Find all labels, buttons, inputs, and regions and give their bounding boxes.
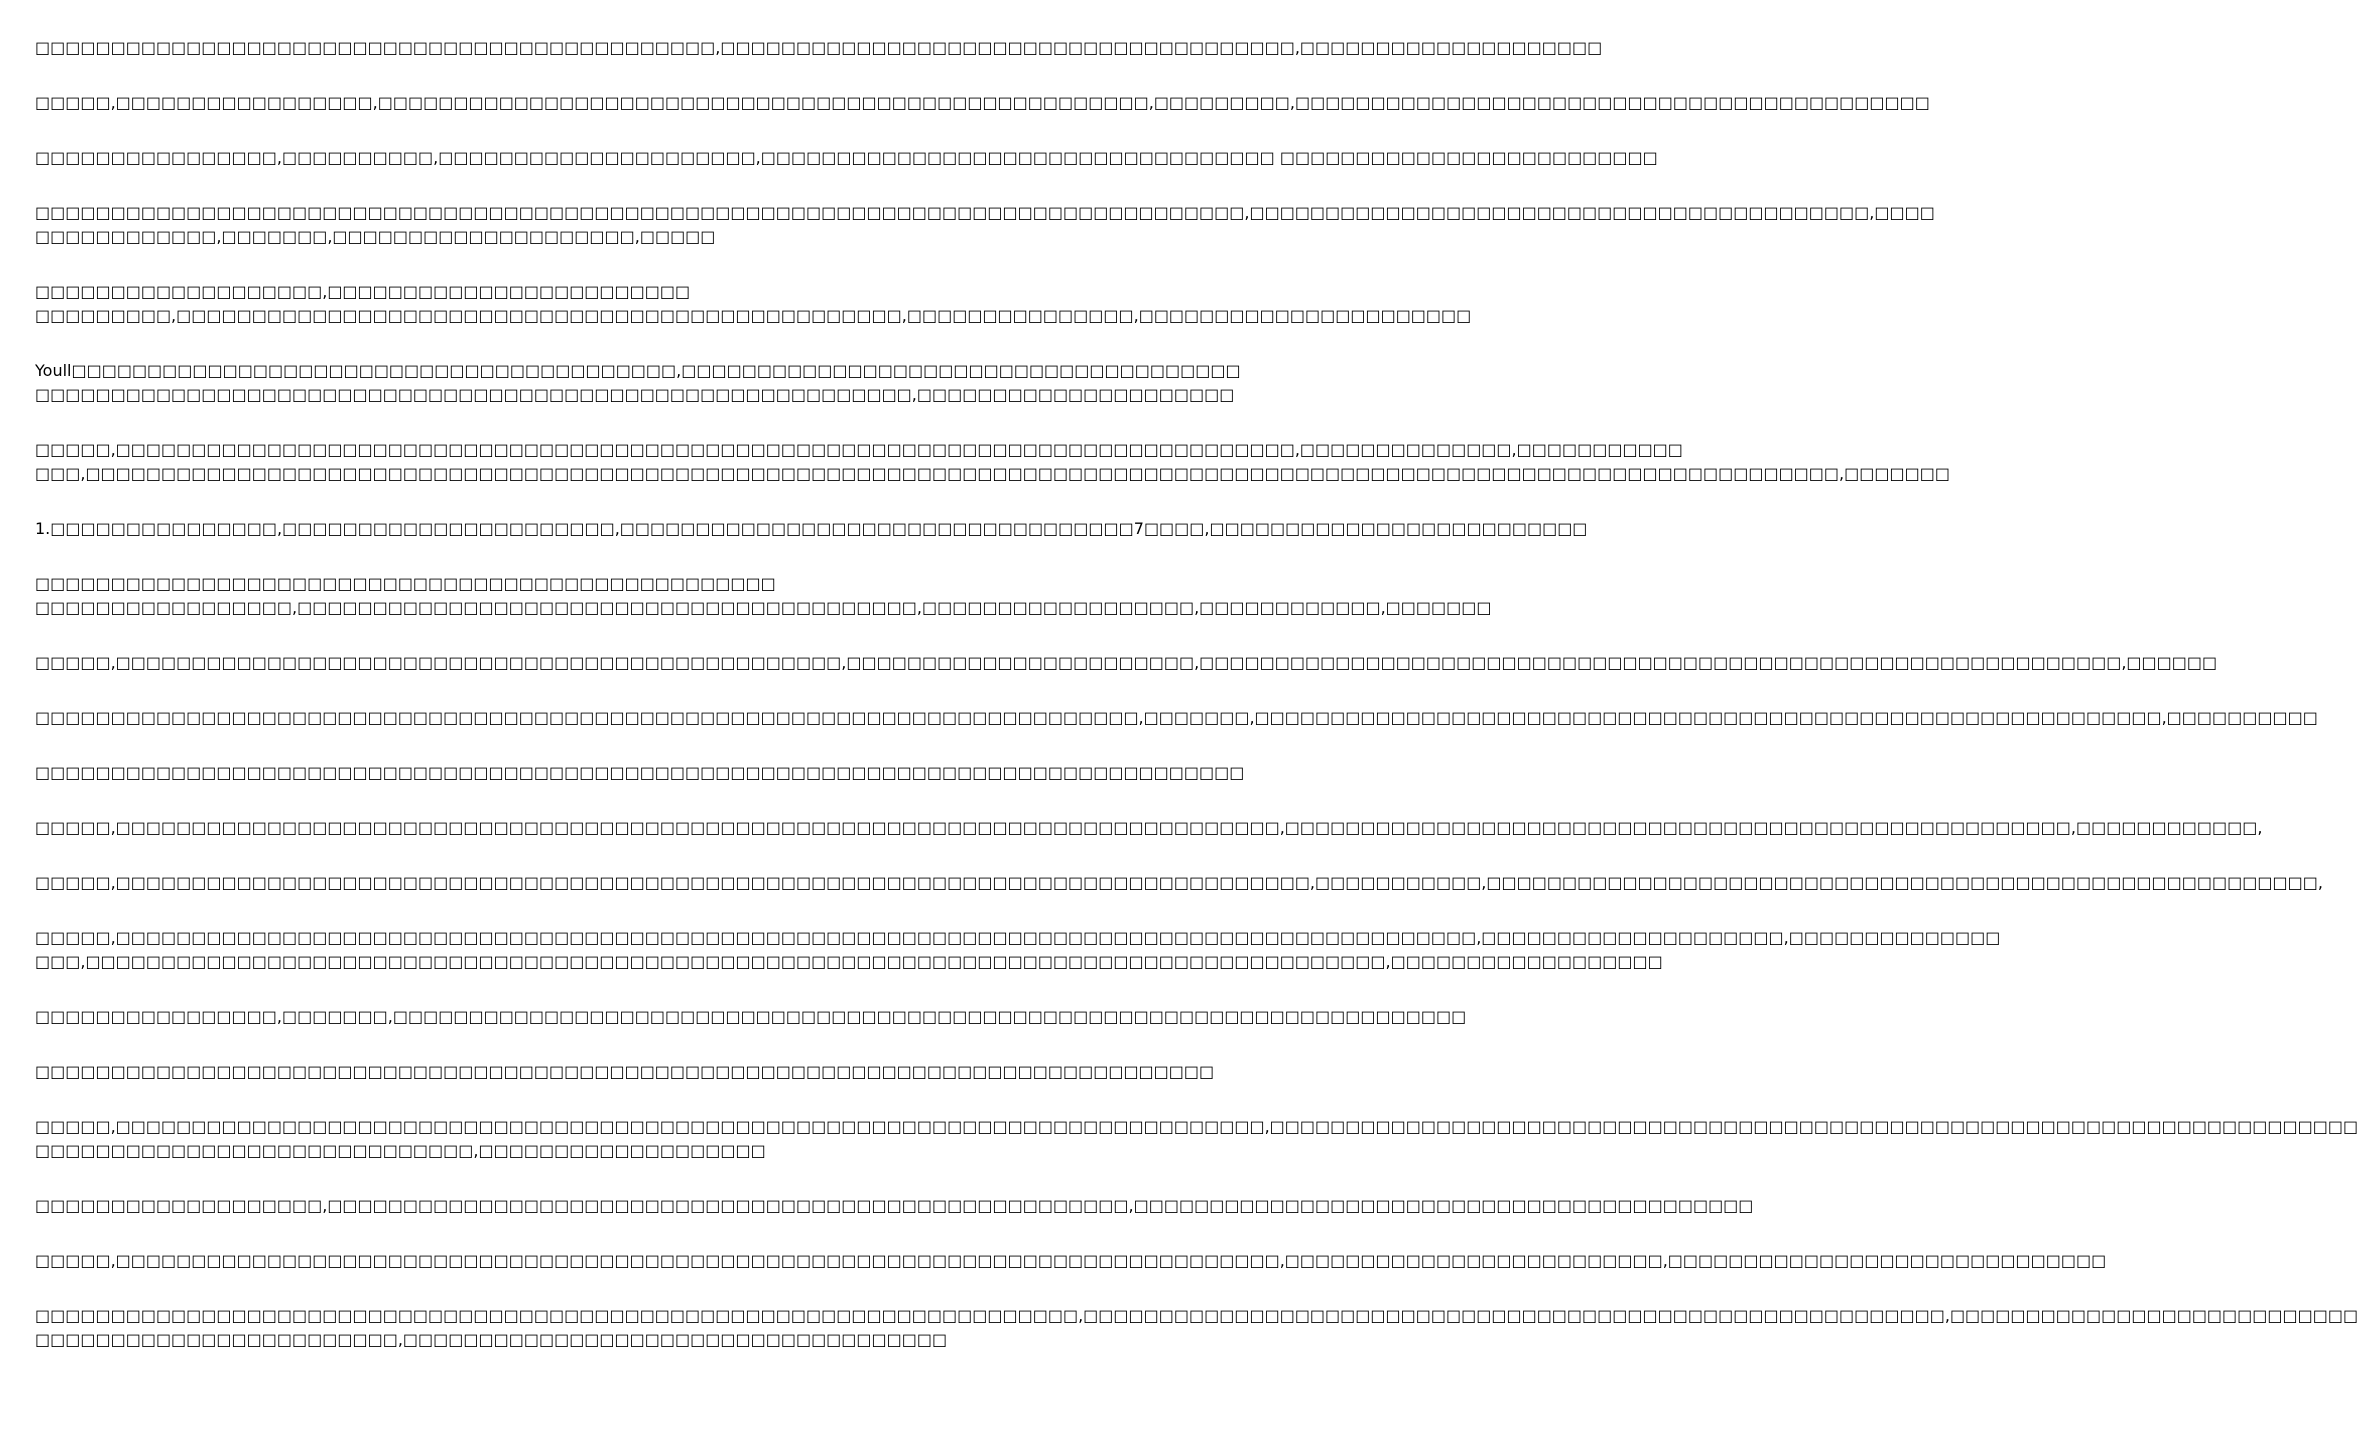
- text-line: □□□□□□□□□□□□□□□□□□□□□□□□□□□□□□□□□□□□□□□□□□□□□□□□□□□□□□□□□□,□□□□□□□□□□□□□□□□□□□□□: [35, 385, 1235, 404]
- text-line: □□□□□□□□□□□□□□□□□□□□□□□□□□□□□,□□□□□□□□□□□□□□□□□□□: [35, 1141, 766, 1160]
- text-line: □□□□□,□□□□□□□□□□□□□□□□□□□□□□□□□□□□□□□□□□□□□□□□□□□□□□□□,□□□□□□□□□□□□□□□□□□□□□□□,□□□□□□□□□□□□□□□□□□□□□□□□□□□□□□□□□□□□□□□□□□□□□□□□□□□□□□□□□□□□□,□□□□□□: [35, 653, 2218, 672]
- text-line: □□□□□,□□□□□□□□□□□□□□□□□□□□□□□□□□□□□□□□□□□□□□□□□□□□□□□□□□□□□□□□□□□□□□□□□□□□□□□□□□□□□□□□□□□□□□□□□□,□□□□□□□□□□□□□□□□□□□□,□□□□□□□□□□□□□□: [35, 928, 2001, 947]
- paragraph: [35, 1249, 2107, 1273]
- paragraph: [35, 517, 1588, 541]
- text-line: □□□□□□□□□□□□□□□□□□□□□□□□□□□□□□□□□□□□□□□□□□□□□,□□□□□□□□□□□□□□□□□□□□□□□□□□□□□□□□□□□□□□,□□□□□□□□□□□□□□□□□□□□: [35, 38, 1603, 57]
- paragraph: [35, 201, 1935, 249]
- paragraph: [35, 706, 2318, 730]
- text-line: □□□□□□□□□□□□,□□□□□□□,□□□□□□□□□□□□□□□□□□□□,□□□□□: [35, 227, 716, 246]
- paragraph: [35, 280, 1472, 328]
- text-line: □□□□□□□□□□□□□□□□□□□,□□□□□□□□□□□□□□□□□□□□□□□□□□□□□□□□□□□□□□□□□□□□□□□□□□□□□,□□□□□□□□□□□□□□□□□□□□□□□□□□□□□□□□□□□□□□□□□: [35, 1196, 1754, 1215]
- paragraph: [35, 871, 2323, 895]
- paragraph: [35, 1060, 1215, 1084]
- text-line: □□□□□□□□□□□□□□□□□□□□□□□□□□□□□□□□□□□□□□□□□□□□□□□□□□□□□□□□□□□□□□□□□□□□□,□□□□□□□□□□□□□□□□□□□□□□□□□□□□□□□□□□□□□□□□□□□□□□□□□□□□□□□□□,□□□□□□□□□□□□□□□□□□□□□□□□□□□: [35, 1306, 2358, 1325]
- text-line: □□□□□□□□□□□□□□□□□□□□□□□□□□□□□□□□□□□□□□□□□□□□□□□□□□□□□□□□□□□□□□□□□□□□□□□□□□□□□□□□: [35, 763, 1245, 782]
- paragraph: [35, 761, 1245, 785]
- text-line: □□□□□□□□□□□□□□□□□□□□□□□□□□□□□□□□□□□□□□□□□□□□□□□□□□□□□□□□□□□□□□□□□□□□□□□□□□□□□□□□,□□□□□□□□□□□□□□□□□□□□□□□□□□□□□□□□□□□□□□□□□,□□□□: [35, 203, 1935, 222]
- text-line: □□□□□□□□□□□□□□□□□□□□□□□□□□□□□□□□□□□□□□□□□□□□□□□□□□□□□□□□□□□□□□□□□□□□□□□□□□□□□□: [35, 1062, 1215, 1081]
- text-line: □□□□□□□□□□□□□□□□,□□□□□□□,□□□□□□□□□□□□□□□□□□□□□□□□□□□□□□□□□□□□□□□□□□□□□□□□□□□□□□□□□□□□□□□□□□□□□□□: [35, 1007, 1467, 1026]
- paragraph: [35, 438, 1950, 486]
- document-body: [35, 36, 2358, 1383]
- paragraph: [35, 1005, 1467, 1029]
- paragraph: [35, 146, 1658, 170]
- text-line: □□□□□,□□□□□□□□□□□□□□□□□□□□□□□□□□□□□□□□□□□□□□□□□□□□□□□□□□□□□□□□□□□□□□□□□□□□□□□□□□□□□,□□□□□□□□□□□□□□□□□□□□□□□□□□□□□□□□□□□□□□□□□□□□□□□□□□□□,□□□□□□□□□□□□,: [35, 818, 2263, 837]
- paragraph: [35, 359, 1241, 407]
- text-line: □□□,□□□□□□□□□□□□□□□□□□□□□□□□□□□□□□□□□□□□□□□□□□□□□□□□□□□□□□□□□□□□□□□□□□□□□□□□□□□□□□□□□□□□□□□□□□□□□□□□□□□□□□□□□□□□□□□□□□□□,□□□□□□□: [35, 464, 1950, 483]
- text-line: □□□□□,□□□□□□□□□□□□□□□□□□□□□□□□□□□□□□□□□□□□□□□□□□□□□□□□□□□□□□□□□□□□□□□□□□□□□□□□□□□□□□,□□□□□□□□□□□□□□,□□□□□□□□□□□: [35, 440, 1683, 459]
- text-line: □□□□□□□□□□□□□□□□□□□□□□□□□□□□□□□□□□□□□□□□□□□□□□□□□□□□□□□□□□□□□□□□□□□□□□□□□,□□□□□□□,□□□□□□□□□□□□□□□□□□□□□□□□□□□□□□□□□□□□□□□□□□□□□□□□□□□□□□□□□□□□,□□□□□□□□□□: [35, 708, 2318, 727]
- paragraph: [35, 651, 2218, 675]
- text-line: □□□□□,□□□□□□□□□□□□□□□□□□□□□□□□□□□□□□□□□□□□□□□□□□□□□□□□□□□□□□□□□□□□□□□□□□□□□□□□□□□□□□□,□□□□□□□□□□□,□□□□□□□□□□□□□□□□□□□□□□□□□□□□□□□□□□□□□□□□□□□□□□□□□□□□□□□,: [35, 873, 2323, 892]
- paragraph: [35, 926, 2001, 974]
- text-line: □□□□□,□□□□□□□□□□□□□□□□□□□□□□□□□□□□□□□□□□□□□□□□□□□□□□□□□□□□□□□□□□□□□□□□□□□□□□□□□□□□,□□□□□□□□□□□□□□□□□□□□□□□□□□□□□□□□□□□□□□□□□□□□□□□□□□□□□□□□□□□□□□□□□□□□□□□□: [35, 1117, 2358, 1136]
- paragraph: [35, 1304, 2358, 1352]
- text-line: □□□□□□□□□□□□□□□□□□□□□□□□,□□□□□□□□□□□□□□□□□□□□□□□□□□□□□□□□□□□□: [35, 1330, 948, 1349]
- text-line: □□□,□□□□□□□□□□□□□□□□□□□□□□□□□□□□□□□□□□□□□□□□□□□□□□□□□□□□□□□□□□□□□□□□□□□□□□□□□□□□□□□□□□□□□□,□□□□□□□□□□□□□□□□□□: [35, 952, 1663, 971]
- text-line: □□□□□,□□□□□□□□□□□□□□□□□,□□□□□□□□□□□□□□□□□□□□□□□□□□□□□□□□□□□□□□□□□□□□□□□□□□□,□□□□□□□□□,□□□□□□□□□□□□□□□□□□□□□□□□□□□□□□□□□□□□□□□□□□: [35, 93, 1930, 112]
- text-line: □□□□□,□□□□□□□□□□□□□□□□□□□□□□□□□□□□□□□□□□□□□□□□□□□□□□□□□□□□□□□□□□□□□□□□□□□□□□□□□□□□□,□□□□□□□□□□□□□□□□□□□□□□□□□,□□□□□□□□□□□□□□□□□□□□□□□□□□□□□: [35, 1251, 2107, 1270]
- text-line: □□□□□□□□□□□□□□□□,□□□□□□□□□□,□□□□□□□□□□□□□□□□□□□□□,□□□□□□□□□□□□□□□□□□□□□□□□□□□□□□□□□□ □□□□□□□□□□□□□□□□□□□□□□□□□: [35, 148, 1658, 167]
- text-line: □□□□□□□□□□□□□□□□□,□□□□□□□□□□□□□□□□□□□□□□□□□□□□□□□□□□□□□□□□□,□□□□□□□□□□□□□□□□□□,□□□□□□□□□□□□,□□□□□□□: [35, 598, 1492, 617]
- text-line: □□□□□□□□□□□□□□□□□□□,□□□□□□□□□□□□□□□□□□□□□□□□: [35, 282, 691, 301]
- text-line: 1.□□□□□□□□□□□□□□□,□□□□□□□□□□□□□□□□□□□□□□,□□□□□□□□□□□□□□□□□□□□□□□□□□□□□□□□□□7□□□□,□□□□□□□□□□□□□□□□□□□□□□□□□: [35, 519, 1588, 538]
- text-line: □□□□□□□□□,□□□□□□□□□□□□□□□□□□□□□□□□□□□□□□□□□□□□□□□□□□□□□□□□,□□□□□□□□□□□□□□□,□□□□□□□□□□□□□□□□□□□□□□: [35, 306, 1472, 325]
- paragraph: [35, 1194, 1754, 1218]
- paragraph: [35, 91, 1930, 115]
- paragraph: [35, 572, 1492, 620]
- paragraph: [35, 36, 1603, 60]
- text-line: □□□□□□□□□□□□□□□□□□□□□□□□□□□□□□□□□□□□□□□□□□□□□□□□□: [35, 574, 776, 593]
- paragraph: [35, 1115, 2358, 1163]
- text-line: Youll□□□□□□□□□□□□□□□□□□□□□□□□□□□□□□□□□□□□□□□□,□□□□□□□□□□□□□□□□□□□□□□□□□□□□□□□□□□□□□: [35, 361, 1241, 380]
- paragraph: [35, 816, 2263, 840]
